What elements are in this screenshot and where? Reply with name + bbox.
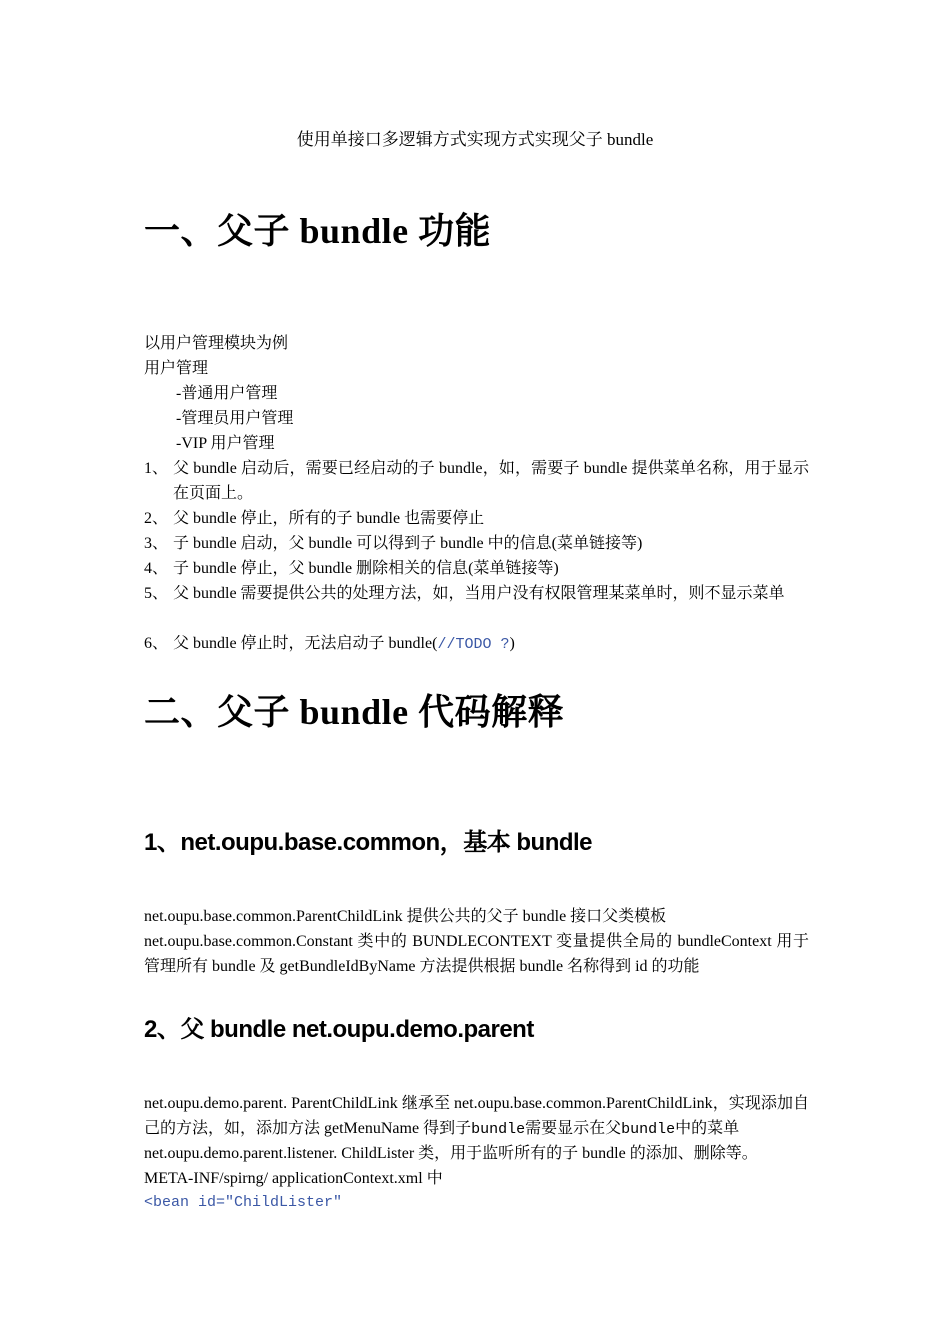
list-number: 5、 [144, 585, 169, 602]
list-text: 父 bundle 需要提供公共的处理方法，如，当用户没有权限管理某菜单时，则不显示菜单 [173, 585, 785, 602]
paragraph [144, 1091, 809, 1142]
list-number: 6、 [144, 635, 169, 652]
list-item [144, 581, 809, 606]
tree-item: -VIP 用户管理 [176, 435, 275, 452]
paragraph-line: META-INF/spirng/ applicationContext.xml 中 [144, 1170, 443, 1187]
list-item [144, 456, 809, 506]
paragraph-line: net.oupu.base.common.ParentChildLink 提供公共的父子 bundle 接口父类模板 [144, 908, 667, 925]
list-text: 父 bundle 停止，所有的子 bundle 也需要停止 [173, 510, 485, 527]
tree-item: -普通用户管理 [176, 385, 278, 402]
paragraph-text: net.oupu.demo.parent. ParentChildLink 继承至 net.oupu.base.common.ParentChildLink，实现添加自己的方法，如，添加方法 getMenuName 得到子 [144, 1095, 809, 1137]
tree-root: 用户管理 [144, 360, 209, 377]
tree-item: -管理员用户管理 [176, 410, 294, 427]
list-number: 1、 [144, 460, 169, 477]
list-item [144, 506, 809, 531]
subsection-2-heading: 2、父 bundle net.oupu.demo.parent [144, 1016, 534, 1043]
list-text: 父 bundle 启动后，需要已经启动的子 bundle，如，需要子 bundle 提供菜单名称，用于显示在页面上。 [173, 460, 809, 502]
section-2-heading: 二、父子 bundle 代码解释 [144, 692, 565, 732]
list-number: 2、 [144, 510, 169, 527]
list-item [144, 631, 809, 657]
list-text-before: 父 bundle 停止时，无法启动子 bundle( [173, 635, 438, 652]
subsection-1-heading: 1、net.oupu.base.common，基本 bundle [144, 829, 593, 856]
list-item [144, 556, 809, 581]
paragraph: net.oupu.base.common.Constant 类中的 BUNDLECONTEXT 变量提供全局的 bundleContext 用于管理所有 bundle 及 getBundleIdByName 方法提供根据 bundle 名称得到 id 的功能 [144, 933, 809, 975]
list-text: 子 bundle 启动，父 bundle 可以得到子 bundle 中的信息(菜单链接等) [173, 535, 643, 552]
paragraph-line: net.oupu.demo.parent.listener. ChildLister 类，用于监听所有的子 bundle 的添加、删除等。 [144, 1145, 758, 1162]
paragraph-text: 需要显示在父 [525, 1120, 622, 1137]
list-text-after: ) [509, 635, 515, 652]
paragraph-text: 中的菜单 [675, 1120, 740, 1137]
list-number: 4、 [144, 560, 169, 577]
todo-code: //TODO ? [437, 636, 510, 653]
list-text: 子 bundle 停止，父 bundle 删除相关的信息(菜单链接等) [173, 560, 559, 577]
list-text [173, 631, 809, 657]
document-title: 使用单接口多逻辑方式实现方式实现父子 bundle [296, 130, 654, 149]
inline-code: bundle [621, 1121, 676, 1138]
list-item [144, 531, 809, 556]
inline-code: bundle [471, 1121, 526, 1138]
list-number: 3、 [144, 535, 169, 552]
code-line: <bean id="ChildLister" [144, 1194, 343, 1211]
section-1-heading: 一、父子 bundle 功能 [144, 211, 492, 251]
intro-text: 以用户管理模块为例 [144, 335, 289, 352]
